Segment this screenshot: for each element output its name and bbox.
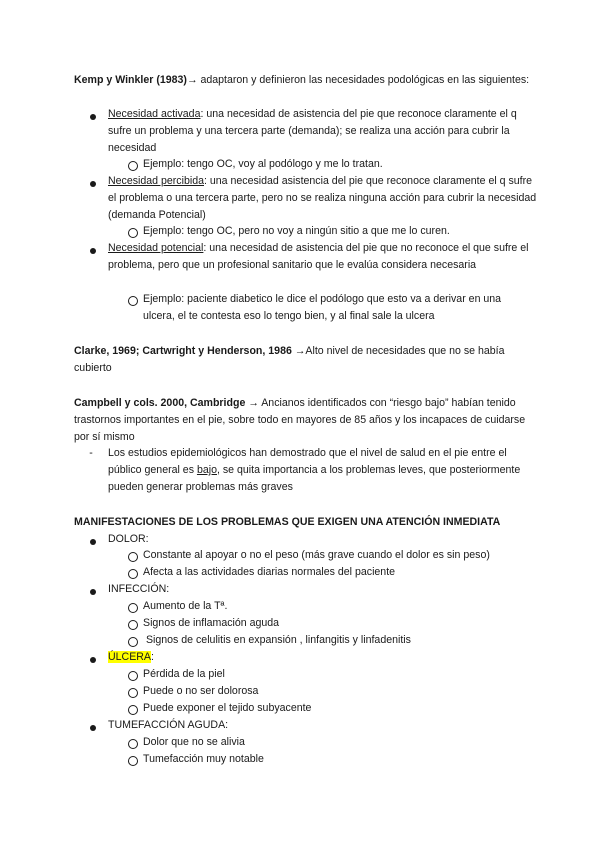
intro-paragraph: [74, 72, 534, 89]
manifestation-item: Aumento de la Tª.: [143, 600, 228, 612]
highlighted-label: ÚLCERA: [108, 651, 151, 663]
manifestation-item: Dolor que no se alivia: [143, 736, 245, 748]
bullet-circle: [128, 603, 138, 613]
manifestation-label: TUMEFACCIÓN AGUDA:: [108, 719, 229, 731]
bullet-circle: [128, 569, 138, 579]
bullet-circle: [128, 671, 138, 681]
bullet-circle: [128, 296, 138, 306]
need-potencial: [108, 240, 538, 274]
bullet-dot: [90, 248, 96, 254]
need-text: : una necesidad asistencia del pie que reconoce claramente el q sufre el problema o una tercera parte, pero no se realiza ninguna acción para cubrir la necesidad (demanda Potencial): [108, 175, 537, 221]
bullet-dot: [90, 114, 96, 120]
bullet-circle: [128, 705, 138, 715]
manifestation-item: Signos de inflamación aguda: [143, 617, 280, 629]
need-activada: [108, 106, 538, 157]
manifestation-item: Afecta a las actividades diarias normales del paciente: [143, 566, 396, 578]
clarke-paragraph: [74, 343, 534, 377]
manifestation-item: Puede exponer el tejido subyacente: [143, 702, 312, 714]
need-example: Ejemplo: tengo OC, voy al podólogo y me lo tratan.: [143, 158, 383, 170]
bullet-dot: [90, 657, 96, 663]
manifestation-label: DOLOR:: [108, 533, 149, 545]
citation-campbell: Campbell y cols. 2000, Cambridge: [74, 397, 246, 409]
label-suffix: :: [150, 651, 154, 663]
note-text: , se quita importancia a los problemas leves, que posteriormente pueden generar problemas más graves: [108, 464, 521, 493]
bullet-circle: [128, 228, 138, 238]
campbell-paragraph: [74, 395, 534, 446]
need-term: Necesidad potencial: [108, 242, 204, 254]
manifestation-label-ulcera: [108, 649, 538, 666]
need-example: Ejemplo: paciente diabetico le dice el podólogo que esto va a derivar en una ulcera, el te contesta eso lo tengo bien, y al final sale la ulcera: [143, 293, 502, 322]
campbell-text: → Ancianos identificados con “riesgo bajo” habían tenido trastornos importantes en el pie, sobre todo en mayores de 85 años y los incapaces de cuidarse por sí mismo: [74, 397, 526, 443]
citation-kemp-winkler: Kemp y Winkler (1983): [74, 74, 187, 86]
manifestation-item: Constante al apoyar o no el peso (más grave cuando el dolor es sin peso): [143, 549, 490, 561]
need-term: Necesidad percibida: [108, 175, 204, 187]
note-text: Los estudios epidemiológicos han demostrado que el nivel de salud en el pie entre el público general es: [108, 447, 507, 476]
need-text: : una necesidad de asistencia del pie que reconoce claramente el q sufre un problema y una tercera parte (demanda); se realiza una acción para cubrir la necesidad: [108, 108, 517, 154]
dash-marker: -: [89, 447, 93, 459]
bullet-circle: [128, 620, 138, 630]
epidemiology-note: [108, 445, 538, 496]
bullet-circle: [128, 688, 138, 698]
citation-clarke: Clarke, 1969; Cartwright y Henderson, 1986: [74, 345, 292, 357]
bullet-dot: [90, 181, 96, 187]
clarke-text: →Alto nivel de necesidades que no se había cubierto: [74, 345, 505, 374]
manifestation-item: Tumefacción muy notable: [143, 753, 264, 765]
bullet-dot: [90, 589, 96, 595]
manifestation-item: Puede o no ser dolorosa: [143, 685, 259, 697]
intro-text: → adaptaron y definieron las necesidades podológicas en las siguientes:: [186, 74, 530, 86]
need-percibida: [108, 173, 538, 224]
manifestation-label: INFECCIÓN:: [108, 583, 170, 595]
manifestation-item: Pérdida de la piel: [143, 668, 225, 680]
bullet-circle: [128, 161, 138, 171]
bullet-dot: [90, 725, 96, 731]
bullet-circle: [128, 637, 138, 647]
need-text: : una necesidad de asistencia del pie que no reconoce el que sufre el problema, pero que un profesional sanitario que le evalúa considera necesaria: [108, 242, 529, 271]
need-term: Necesidad activada: [108, 108, 201, 120]
bullet-circle: [128, 739, 138, 749]
bullet-circle: [128, 756, 138, 766]
bullet-circle: [128, 552, 138, 562]
manifestation-item: Signos de celulitis en expansión , linfangitis y linfadenitis: [143, 634, 411, 646]
need-example: Ejemplo: tengo OC, pero no voy a ningún sitio a que me lo curen.: [143, 225, 450, 237]
underlined-word: bajo: [196, 464, 217, 476]
section-title: MANIFESTACIONES DE LOS PROBLEMAS QUE EXIGEN UNA ATENCIÓN INMEDIATA: [74, 516, 501, 528]
bullet-dot: [90, 539, 96, 545]
